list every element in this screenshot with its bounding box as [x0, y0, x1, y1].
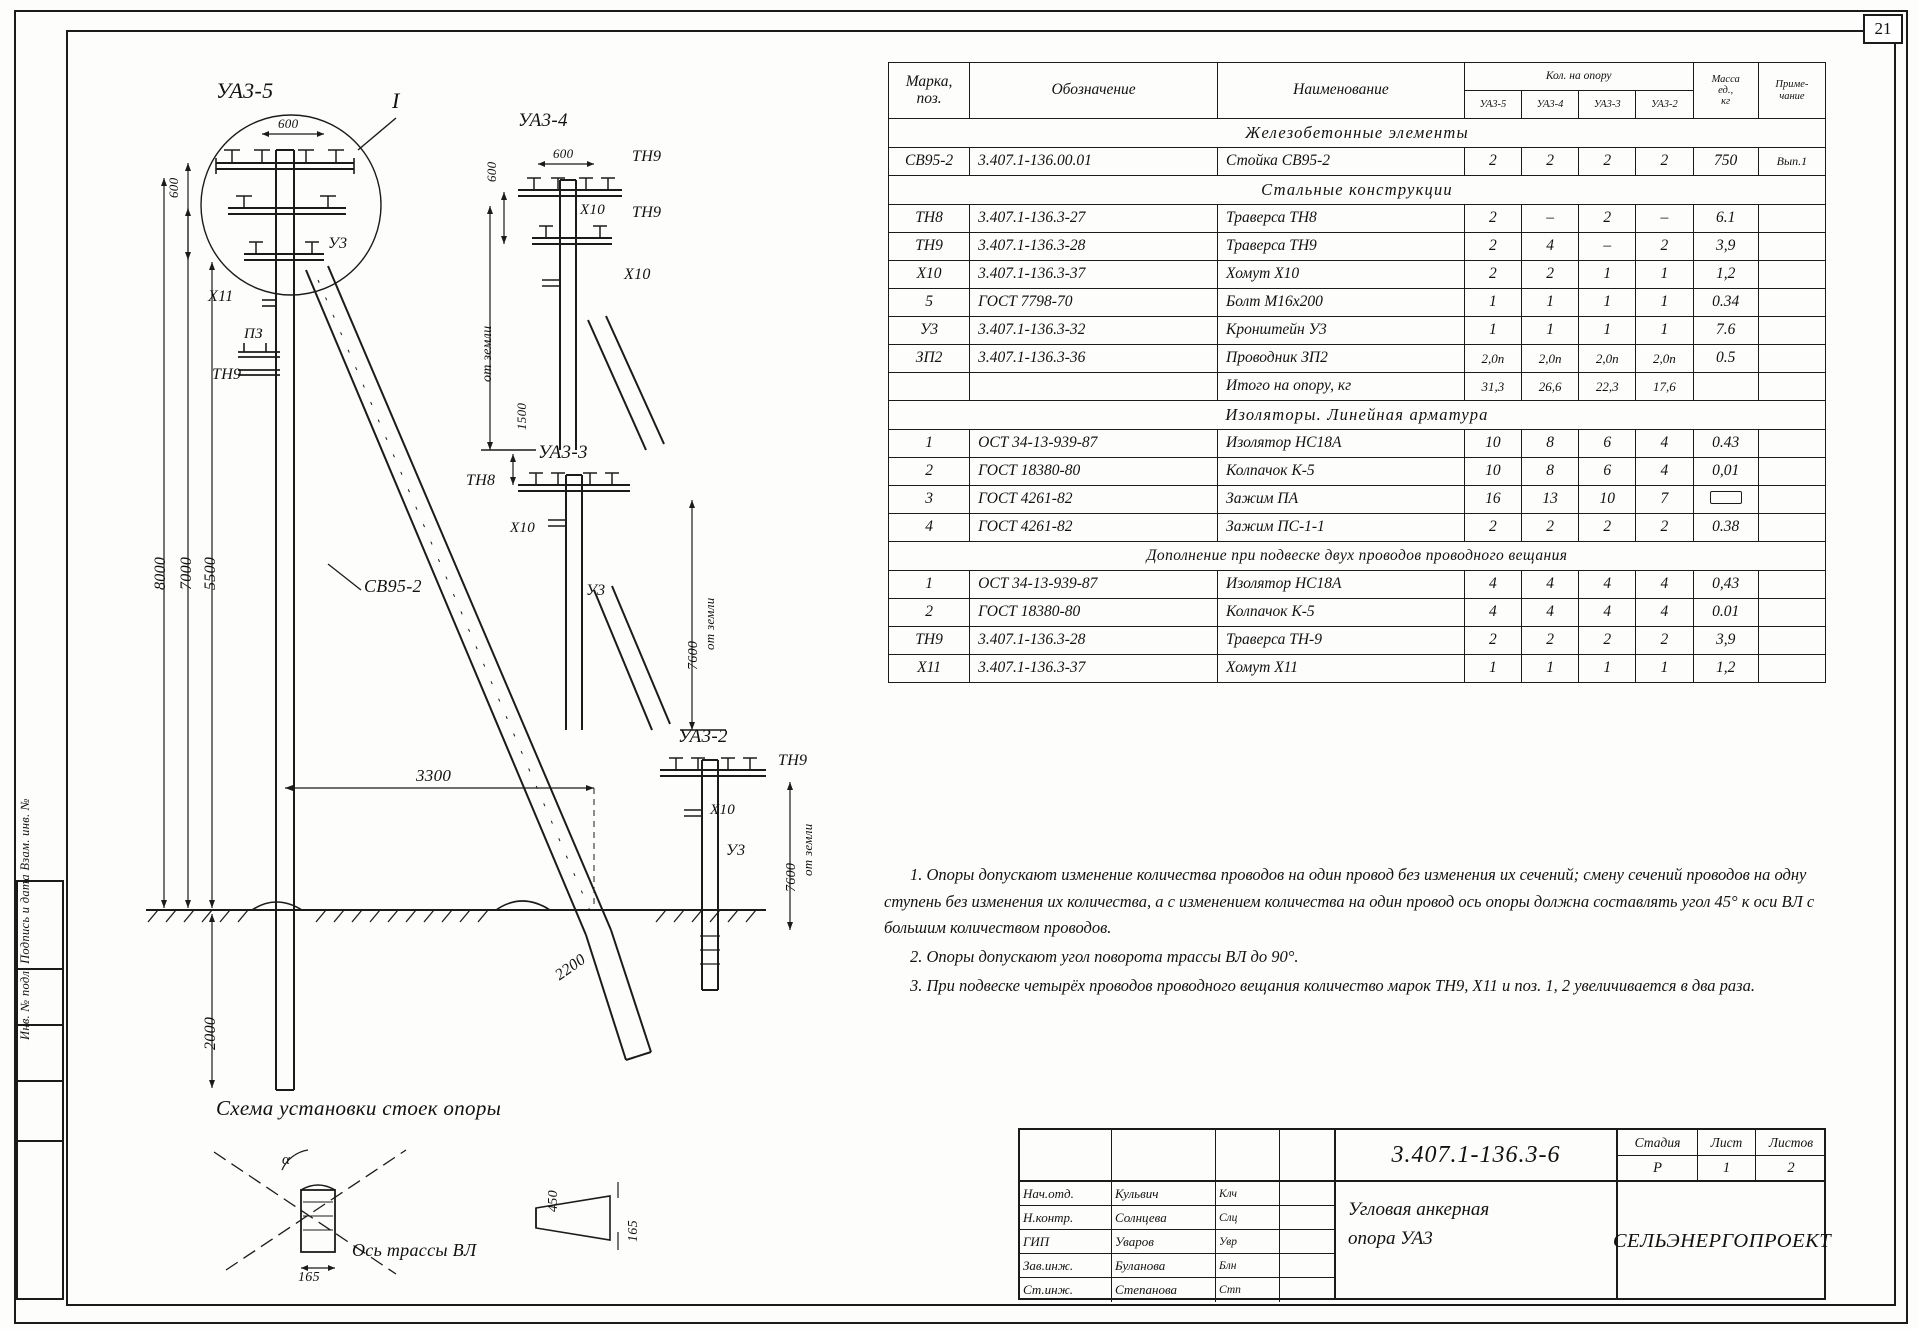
cell-qty-ua32: 2	[1636, 233, 1693, 261]
dim-7600-ua33: 7600	[686, 640, 701, 670]
label-u3-ua35: У3	[328, 235, 348, 252]
header-qty-ua35: УА3-5	[1464, 91, 1521, 119]
header-mark	[889, 63, 970, 119]
cell-note	[1758, 233, 1825, 261]
cell-designation: ОСТ 34-13-939-87	[970, 430, 1218, 458]
cell-designation: ОСТ 34-13-939-87	[970, 571, 1218, 599]
cell-name: Траверса ТН-9	[1218, 627, 1465, 655]
section-title-insulators: Изоляторы. Линейная арматура	[889, 401, 1826, 430]
title-block-right	[1612, 1130, 1832, 1298]
signature-row	[1020, 1182, 1334, 1206]
side-stamp-cell-5	[18, 1142, 62, 1302]
dim-3300: 3300	[416, 766, 452, 785]
document-code: 3.407.1-136.3-6	[1336, 1130, 1616, 1182]
cell-mass: 0.38	[1693, 514, 1758, 542]
cell-mass: 7.6	[1693, 317, 1758, 345]
cell-qty-ua35: 2	[1464, 261, 1521, 289]
cell-qty-ua35: 31,3	[1464, 373, 1521, 401]
cell-mass: 0.5	[1693, 345, 1758, 373]
cell-qty-ua35: 2	[1464, 233, 1521, 261]
cell-mass: 3,9	[1693, 233, 1758, 261]
cell-qty-ua32: 2	[1636, 148, 1693, 176]
cell-qty-ua33: 22,3	[1579, 373, 1636, 401]
signature-row	[1020, 1254, 1334, 1278]
cell-designation: 3.407.1-136.00.01	[970, 148, 1218, 176]
cell-qty-ua35: 1	[1464, 655, 1521, 683]
cell-qty-ua34: 1	[1522, 317, 1579, 345]
cell-mass: 1,2	[1693, 261, 1758, 289]
sheets-value: 2	[1787, 1159, 1795, 1176]
cell-designation: 3.407.1-136.3-37	[970, 261, 1218, 289]
cell-mark: СВ95-2	[889, 148, 970, 176]
signature-row	[1020, 1278, 1334, 1302]
cell-qty-ua33: 2	[1579, 148, 1636, 176]
object-name-line-1: Угловая анкерная	[1348, 1199, 1490, 1220]
cell-qty-ua35: 16	[1464, 486, 1521, 514]
cell-designation: 3.407.1-136.3-28	[970, 627, 1218, 655]
table-row	[889, 599, 1826, 627]
cell-name: Изолятор НС18А	[1218, 571, 1465, 599]
cell-mark: 2	[889, 458, 970, 486]
cell-qty-ua34: 4	[1522, 233, 1579, 261]
cell-qty-ua35: 2	[1464, 205, 1521, 233]
cell-note	[1758, 317, 1825, 345]
cell-qty-ua32: 4	[1636, 571, 1693, 599]
role-label: Ст.инж.	[1020, 1278, 1112, 1302]
header-qty-ua32: УА3-2	[1636, 91, 1693, 119]
cell-qty-ua35: 4	[1464, 599, 1521, 627]
cell-mark: Х10	[889, 261, 970, 289]
dim-600-top-ua34: 600	[553, 146, 574, 161]
stage-header: Стадия	[1618, 1130, 1698, 1155]
cell-name: Траверса ТН9	[1218, 233, 1465, 261]
cell-note	[1758, 261, 1825, 289]
header-note	[1758, 63, 1825, 119]
cell-note	[1758, 373, 1825, 401]
dim-600-vert-ua35: 600	[166, 177, 181, 198]
dim-1500: 1500	[514, 402, 529, 430]
cell-mass-clamp	[1693, 486, 1758, 514]
dim-7000: 7000	[178, 556, 195, 590]
cell-designation	[970, 373, 1218, 401]
header-mass-line3: кг	[1721, 96, 1731, 107]
table-row	[889, 571, 1826, 599]
header-mass	[1693, 63, 1758, 119]
dim-2000: 2000	[202, 1016, 219, 1050]
cell-qty-ua34: 8	[1522, 430, 1579, 458]
title-block-top-row	[1020, 1130, 1334, 1182]
title-block-signatures	[1020, 1130, 1336, 1298]
table-row	[889, 655, 1826, 683]
cell-note	[1758, 289, 1825, 317]
clamp-glyph-icon	[1710, 491, 1742, 504]
role-label: Нач.отд.	[1020, 1182, 1112, 1205]
organization-name: СЕЛЬЭНЕРГОПРОЕКТ	[1612, 1229, 1832, 1252]
header-name: Наименование	[1218, 63, 1465, 119]
cell-designation: ГОСТ 18380-80	[970, 599, 1218, 627]
header-note-line2: чание	[1779, 90, 1805, 102]
cell-note	[1758, 458, 1825, 486]
signature-mark: Стп	[1216, 1278, 1280, 1302]
dim-600-top-ua35: 600	[278, 116, 299, 131]
cell-mark: Х11	[889, 655, 970, 683]
cell-mark: 2	[889, 599, 970, 627]
cell-qty-ua32: 4	[1636, 458, 1693, 486]
label-ua3-2: УА3-2	[678, 726, 728, 747]
cell-qty-ua35: 2	[1464, 627, 1521, 655]
cell-name: Стойка СВ95-2	[1218, 148, 1465, 176]
signature-mark: Увр	[1216, 1230, 1280, 1253]
cell-note	[1758, 205, 1825, 233]
label-x10-ua34-a: Х10	[580, 202, 606, 218]
label-tn9-ua34-b: ТН9	[632, 204, 662, 221]
cell-designation: 3.407.1-136.3-27	[970, 205, 1218, 233]
dim-600-vert-ua34: 600	[484, 161, 499, 182]
cell-mass: 1,2	[1693, 655, 1758, 683]
label-x11: Х11	[208, 288, 234, 305]
role-label: Н.контр.	[1020, 1206, 1112, 1229]
dim-2200: 2200	[552, 950, 589, 984]
header-mark-line1: Марка,	[905, 73, 953, 91]
header-mass-line1: Масса	[1711, 73, 1740, 85]
section-title-steel: Стальные конструкции	[889, 176, 1826, 205]
cell-qty-ua33: 1	[1579, 261, 1636, 289]
cell-mass: 0,43	[1693, 571, 1758, 599]
table-row	[889, 458, 1826, 486]
cell-qty-ua34: 8	[1522, 458, 1579, 486]
cell-mass: 0.01	[1693, 599, 1758, 627]
signature-mark: Клч	[1216, 1182, 1280, 1205]
cell-mark: У3	[889, 317, 970, 345]
dim-8000: 8000	[152, 556, 169, 590]
cell-name: Кронштейн У3	[1218, 317, 1465, 345]
title-block	[1018, 1128, 1832, 1300]
cell-qty-ua33: 1	[1579, 655, 1636, 683]
cell-qty-ua34: 2	[1522, 514, 1579, 542]
cell-qty-ua34: 13	[1522, 486, 1579, 514]
cell-qty-ua34: 4	[1522, 571, 1579, 599]
table-row-total	[889, 373, 1826, 401]
cell-qty-ua33: 10	[1579, 486, 1636, 514]
label-alpha: α	[282, 1152, 291, 1168]
person-name: Уваров	[1112, 1230, 1216, 1253]
cell-qty-ua33: 2	[1579, 514, 1636, 542]
cell-qty-ua35: 1	[1464, 289, 1521, 317]
cell-mass: 0.34	[1693, 289, 1758, 317]
cell-note	[1758, 345, 1825, 373]
label-ua3-5: УА3-5	[216, 78, 274, 103]
table-row	[889, 289, 1826, 317]
label-u3-ua33: У3	[586, 582, 606, 599]
table-row	[889, 317, 1826, 345]
date-cell	[1280, 1182, 1334, 1205]
table-row	[889, 233, 1826, 261]
cell-mark: 5	[889, 289, 970, 317]
cell-qty-ua33: 2	[1579, 627, 1636, 655]
sheet-value: 1	[1698, 1156, 1756, 1180]
cell-qty-ua34: 2	[1522, 261, 1579, 289]
label-pz: ПЗ	[244, 326, 263, 342]
header-qty-group: Кол. на опору	[1464, 63, 1693, 91]
section-title-broadcast: Дополнение при подвеске двух проводов проводного вещания	[889, 542, 1826, 571]
label-ua3-3: УА3-3	[538, 442, 588, 463]
cell-mark	[889, 373, 970, 401]
cell-note	[1758, 599, 1825, 627]
cell-qty-ua32: 2	[1636, 514, 1693, 542]
cell-name: Колпачок К-5	[1218, 599, 1465, 627]
cell-mark: 4	[889, 514, 970, 542]
date-cell	[1280, 1254, 1334, 1277]
cell-qty-ua35: 10	[1464, 458, 1521, 486]
cell-name: Хомут Х10	[1218, 261, 1465, 289]
cell-qty-ua35: 2	[1464, 514, 1521, 542]
label-x10-ua33: Х10	[510, 520, 536, 536]
cell-mass	[1693, 373, 1758, 401]
signature-row	[1020, 1230, 1334, 1254]
cell-name: Колпачок К-5	[1218, 458, 1465, 486]
cell-name: Проводник ЗП2	[1218, 345, 1465, 373]
dim-450: 450	[546, 1190, 561, 1212]
sheet-header: Лист	[1698, 1130, 1756, 1155]
cell-note	[1758, 627, 1825, 655]
cell-qty-ua34: –	[1522, 205, 1579, 233]
stage-value-row	[1618, 1156, 1826, 1182]
cell-qty-ua34: 26,6	[1522, 373, 1579, 401]
cell-qty-ua35: 4	[1464, 571, 1521, 599]
section-title-row	[889, 401, 1826, 430]
table-row	[889, 514, 1826, 542]
table-row	[889, 148, 1826, 176]
object-name	[1336, 1182, 1616, 1253]
side-stamp-cell-4	[18, 1082, 62, 1142]
cell-qty-ua33: 6	[1579, 458, 1636, 486]
cell-designation: 3.407.1-136.3-32	[970, 317, 1218, 345]
cell-mass: 3,9	[1693, 627, 1758, 655]
label-x10-ua34-b: Х10	[624, 266, 651, 283]
cell-mass: 0.43	[1693, 430, 1758, 458]
label-tn9-ua34-a: ТН9	[632, 148, 662, 165]
header-designation: Обозначение	[970, 63, 1218, 119]
section-title-row	[889, 542, 1826, 571]
cell-name: Хомут Х11	[1218, 655, 1465, 683]
cell-qty-ua33: 6	[1579, 430, 1636, 458]
header-note-line1: Приме-	[1775, 79, 1809, 91]
cell-name: Итого на опору, кг	[1218, 373, 1465, 401]
top-cell-1	[1020, 1130, 1112, 1180]
cell-qty-ua33: 2,0п	[1579, 345, 1636, 373]
cell-mark: 3	[889, 486, 970, 514]
cell-mark: ТН9	[889, 627, 970, 655]
sheets-header: Листов	[1768, 1134, 1814, 1150]
top-cell-3	[1216, 1130, 1280, 1180]
section-title-row	[889, 176, 1826, 205]
label-tn9-ua35: ТН9	[212, 366, 242, 383]
table-row	[889, 627, 1826, 655]
cell-note	[1758, 486, 1825, 514]
table-row	[889, 486, 1826, 514]
header-mass-line2: ед.,	[1718, 84, 1734, 96]
cell-qty-ua33: 2	[1579, 205, 1636, 233]
cell-name: Зажим ПА	[1218, 486, 1465, 514]
note-1: 1. Опоры допускают изменение количества проводов на один провод без изменения их сечений; смену сечений проводов на одну ступень без изменения их количества, а с изменением количества на один провод ось опоры должна составлять угол 45° к оси ВЛ с большим количеством проводов.	[884, 865, 1815, 938]
cell-mass: 6.1	[1693, 205, 1758, 233]
cell-qty-ua32: 2,0п	[1636, 345, 1693, 373]
cell-qty-ua32: 4	[1636, 430, 1693, 458]
cell-name: Траверса ТН8	[1218, 205, 1465, 233]
signature-mark: Блн	[1216, 1254, 1280, 1277]
signature-row	[1020, 1206, 1334, 1230]
label-tn8-ua33: ТН8	[466, 472, 496, 489]
cell-mass: 0,01	[1693, 458, 1758, 486]
cell-qty-ua33: 1	[1579, 289, 1636, 317]
cell-qty-ua34: 2	[1522, 148, 1579, 176]
cell-mark: 1	[889, 430, 970, 458]
cell-qty-ua32: 1	[1636, 655, 1693, 683]
date-cell	[1280, 1230, 1334, 1253]
cell-qty-ua33: –	[1579, 233, 1636, 261]
cell-qty-ua35: 1	[1464, 317, 1521, 345]
header-mark-line2: поз.	[916, 89, 942, 107]
signature-mark: Слц	[1216, 1206, 1280, 1229]
cell-qty-ua33: 1	[1579, 317, 1636, 345]
specification-table	[888, 62, 1826, 683]
cell-qty-ua32: 4	[1636, 599, 1693, 627]
dim-165-a: 165	[298, 1270, 320, 1285]
cell-name: Зажим ПС-1-1	[1218, 514, 1465, 542]
stage-value: Р	[1618, 1156, 1698, 1180]
dim-165-b: 165	[626, 1220, 641, 1242]
table-row	[889, 261, 1826, 289]
cell-qty-ua33: 4	[1579, 571, 1636, 599]
section-title-concrete: Железобетонные элементы	[889, 119, 1826, 148]
cell-qty-ua34: 2	[1522, 627, 1579, 655]
cell-note: Вып.1	[1758, 148, 1825, 176]
cell-designation: 3.407.1-136.3-28	[970, 233, 1218, 261]
cell-designation: 3.407.1-136.3-37	[970, 655, 1218, 683]
role-label: ГИП	[1020, 1230, 1112, 1253]
header-qty-ua33: УА3-3	[1579, 91, 1636, 119]
dim-7600-ua32-ot-zemli: от земли	[800, 823, 815, 876]
note-2: 2. Опоры допускают угол поворота трассы ВЛ до 90°.	[910, 947, 1299, 967]
cell-qty-ua32: 1	[1636, 317, 1693, 345]
header-qty-ua34: УА3-4	[1522, 91, 1579, 119]
cell-mark: 1	[889, 571, 970, 599]
table-row	[889, 430, 1826, 458]
label-x10-ua32: Х10	[710, 802, 736, 818]
cell-mark: ТН9	[889, 233, 970, 261]
cell-qty-ua35: 2	[1464, 148, 1521, 176]
label-detail-I: I	[392, 88, 400, 113]
cell-note	[1758, 655, 1825, 683]
cell-mark: ТН8	[889, 205, 970, 233]
title-block-center	[1336, 1130, 1618, 1298]
notes-block	[884, 862, 1828, 1002]
sheet-corner-number: 21	[1863, 14, 1903, 44]
cell-qty-ua34: 4	[1522, 599, 1579, 627]
note-3: 3. При подвеске четырёх проводов проводного вещания количество марок ТН9, Х11 и поз. 1, 2 увеличивается в два раза.	[910, 975, 1755, 995]
stage-header-row	[1618, 1130, 1826, 1156]
cell-qty-ua34: 1	[1522, 289, 1579, 317]
label-scheme-title: Схема установки стоек опоры	[216, 1096, 502, 1120]
person-name: Буланова	[1112, 1254, 1216, 1277]
object-name-line-2: опора УА3	[1348, 1227, 1433, 1249]
cell-designation: 3.407.1-136.3-36	[970, 345, 1218, 373]
label-ua3-4: УА3-4	[518, 110, 568, 131]
dim-5500: 5500	[202, 556, 219, 590]
cell-qty-ua32: 17,6	[1636, 373, 1693, 401]
cell-qty-ua33: 4	[1579, 599, 1636, 627]
label-tn9-ua32: ТН9	[778, 752, 808, 769]
cell-qty-ua34: 1	[1522, 655, 1579, 683]
cell-note	[1758, 430, 1825, 458]
side-stamp-text: Инв. № подл. Подпись и дата Взам. инв. №	[18, 798, 32, 1040]
table-row	[889, 205, 1826, 233]
cell-name: Болт М16х200	[1218, 289, 1465, 317]
cell-mark: ЗП2	[889, 345, 970, 373]
cell-qty-ua34: 2,0п	[1522, 345, 1579, 373]
label-sv95-2: СВ95-2	[364, 576, 422, 596]
cell-qty-ua32: 7	[1636, 486, 1693, 514]
cell-note	[1758, 571, 1825, 599]
dim-7600-ua33-ot-zemli: от земли	[702, 597, 717, 650]
role-label: Зав.инж.	[1020, 1254, 1112, 1277]
label-axis-vl: Ось трассы ВЛ	[352, 1240, 477, 1260]
cell-mass: 750	[1693, 148, 1758, 176]
cell-qty-ua32: –	[1636, 205, 1693, 233]
spec-header-row	[889, 63, 1826, 91]
label-u3-ua32: У3	[726, 842, 746, 859]
person-name: Солнцева	[1112, 1206, 1216, 1229]
dim-7000-ot-zemli: от земли	[480, 325, 495, 382]
date-cell	[1280, 1206, 1334, 1229]
table-row	[889, 345, 1826, 373]
person-name: Кульвич	[1112, 1182, 1216, 1205]
cell-designation: ГОСТ 4261-82	[970, 486, 1218, 514]
cell-note	[1758, 514, 1825, 542]
cell-qty-ua35: 2,0п	[1464, 345, 1521, 373]
cell-name: Изолятор НС18А	[1218, 430, 1465, 458]
dim-7600-ua32: 7600	[784, 862, 799, 892]
top-cell-2	[1112, 1130, 1216, 1180]
date-cell	[1280, 1278, 1334, 1302]
cell-designation: ГОСТ 4261-82	[970, 514, 1218, 542]
cell-qty-ua32: 1	[1636, 289, 1693, 317]
top-cell-4	[1280, 1130, 1334, 1180]
section-title-row	[889, 119, 1826, 148]
cell-qty-ua32: 2	[1636, 627, 1693, 655]
cell-qty-ua35: 10	[1464, 430, 1521, 458]
cell-designation: ГОСТ 7798-70	[970, 289, 1218, 317]
cell-designation: ГОСТ 18380-80	[970, 458, 1218, 486]
person-name: Степанова	[1112, 1278, 1216, 1302]
drawing-area	[66, 30, 886, 1302]
cell-qty-ua32: 1	[1636, 261, 1693, 289]
